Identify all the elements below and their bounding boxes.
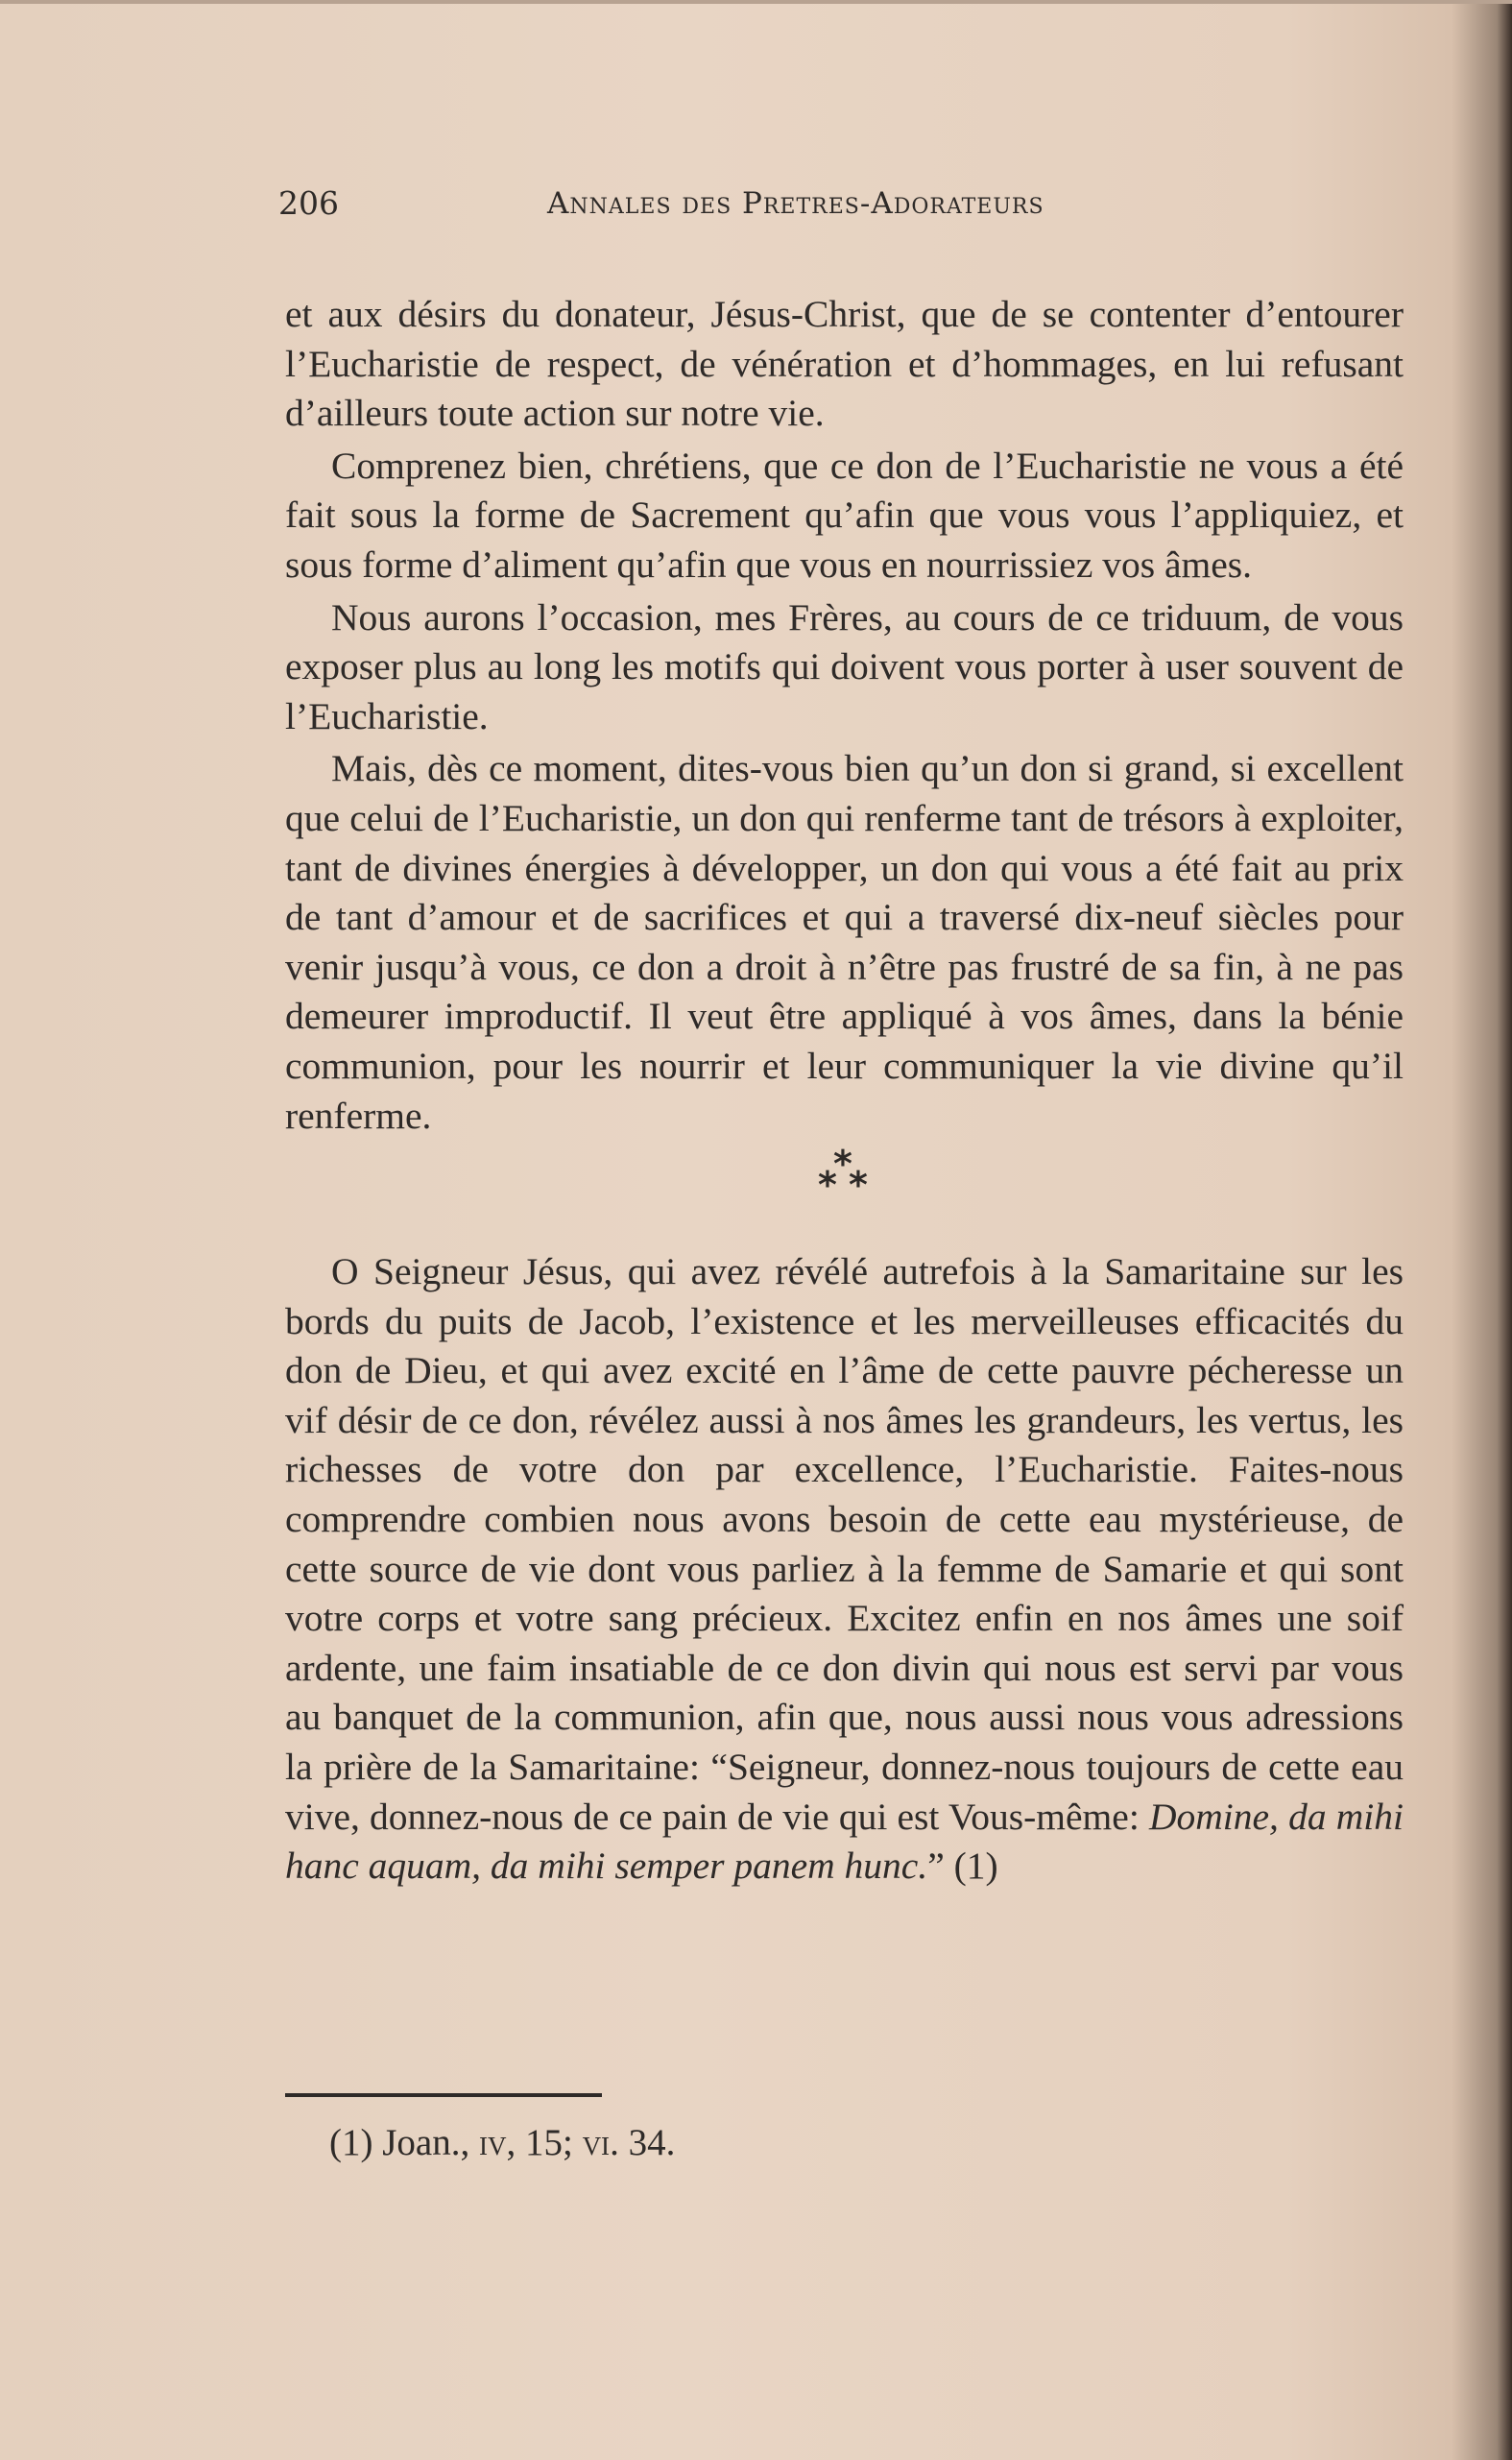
- running-title: Annales des Pretres-Adorateurs: [547, 186, 1044, 221]
- footnote-ref-chapter-1: iv: [478, 2122, 507, 2163]
- asterism-star-top: *: [833, 1143, 852, 1186]
- footnote-ref-verse-2: . 34.: [610, 2122, 676, 2163]
- paragraph-1: et aux désirs du donateur, Jésus-Christ, que de se contenter d’entourer l’Eucharistie de respect, de vénération et d’hommages, en lui refusant d’ailleurs toute action sur notre vie.: [285, 293, 1404, 435]
- footnote-ref-verse-1: , 15;: [506, 2122, 583, 2163]
- footnote-divider: [285, 2093, 602, 2097]
- paragraph-2: Comprenez bien, chrétiens, que ce don de l’Eucharistie ne vous a été fait sous la forme de Sacrement qu’afin que vous vous l’appliquiez, et sous forme d’aliment qu’afin que vous en nourrissiez vos âmes.: [285, 444, 1404, 586]
- prayer-latin-quote: Domine, da mihi hanc aquam, da mihi semper panem hunc.: [285, 1795, 1404, 1888]
- paragraph-3: Nous aurons l’occasion, mes Frères, au cours de ce triduum, de vous exposer plus au long les motifs qui doivent vous porter à user souvent de l’Eucharistie.: [285, 595, 1404, 737]
- prayer-footnote-ref: ” (1): [927, 1845, 998, 1888]
- page-header: [278, 179, 1411, 227]
- prayer-text: O Seigneur Jésus, qui avez révélé autrefois à la Samaritaine sur les bords du puits de Jacob, l’existence et les merveilleuses efficacités du don de Dieu, et qui avez excité en l’âme de cette pauvre pécheresse un vif désir de ce don, révélez aussi à nos âmes les grandeurs, les vertus, les richesses de votre don par excellence, l’Eucharistie. Faites-nous comprendre combien nous avons besoin de cette eau mystérieuse, de cette source de vie dont vous parliez à la femme de Samarie et qui sont votre corps et votre sang précieux. Excitez enfin en nos âmes une soif ardente, une faim insatiable de ce don divin qui nous est servi par vous au banquet de la communion, afin que, nous aussi nous vous adressions la prière de la Samaritaine: “Seigneur, donnez-nous toujours de cette eau vive, donnez-nous de ce pain de vie qui est Vous-même:: [285, 1250, 1404, 1838]
- body-text: [285, 290, 1404, 1894]
- prayer-paragraph: [285, 1247, 1404, 1892]
- page-top-edge: [0, 0, 1512, 4]
- section-asterism: [285, 1144, 1404, 1247]
- footnote: [329, 2119, 675, 2167]
- footnote-marker: (1) Joan.,: [329, 2122, 479, 2163]
- footnote-ref-chapter-2: vi: [582, 2122, 611, 2163]
- asterism-star-left: *: [818, 1164, 837, 1207]
- paragraph-4: Mais, dès ce moment, dites-vous bien qu’un don si grand, si excellent que celui de l’Eucharistie, un don qui renferme tant de trésors à exploiter, tant de divines énergies à développer, un don qui vous a été fait au prix de tant d’amour et de sacrifices et qui a traversé dix-neuf siècles pour venir jusqu’à vous, ce don a droit à n’être pas frustré de sa fin, à ne pas demeurer improductif. Il veut être appliqué à vos âmes, dans la bénie communion, pour les nourrir et leur communiquer la vie divine qu’il renferme.: [285, 747, 1404, 1137]
- page-number: 206: [278, 184, 339, 222]
- asterism-star-right: *: [849, 1164, 868, 1207]
